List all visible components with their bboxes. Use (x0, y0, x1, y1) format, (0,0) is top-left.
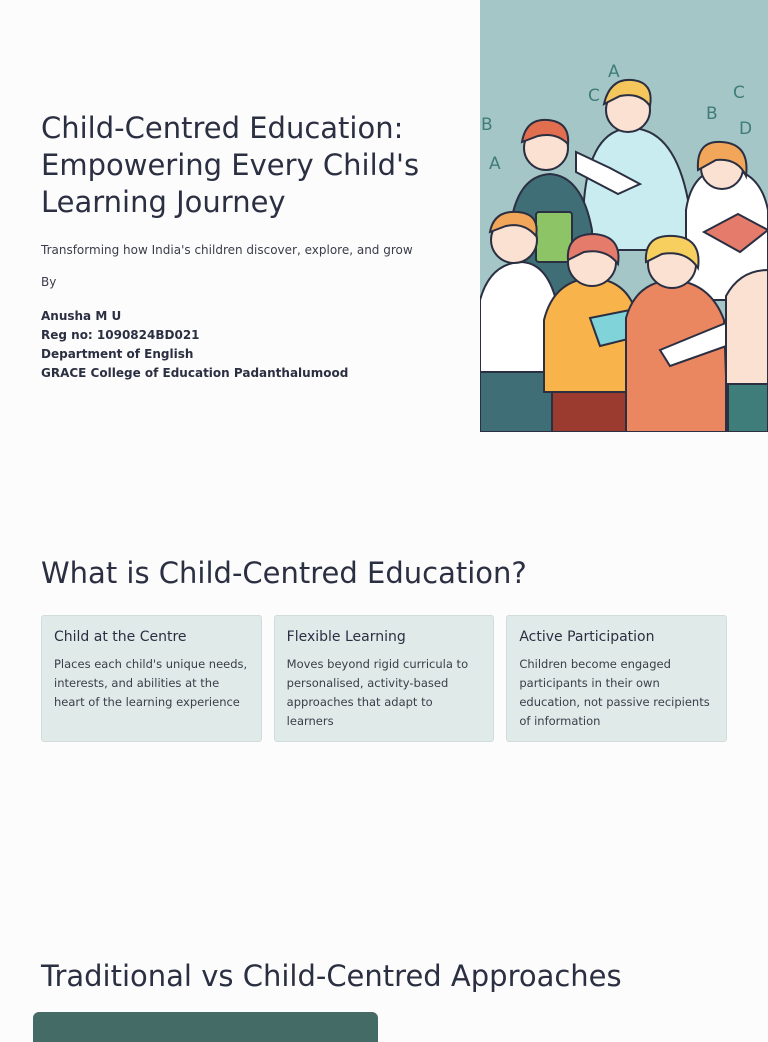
card-active-participation (506, 615, 727, 742)
floating-letter: B (706, 104, 718, 124)
card-title: Active Participation (519, 629, 655, 645)
author-name: Anusha M U (41, 309, 122, 323)
author-details (41, 307, 461, 383)
far-right-figure (726, 270, 768, 432)
by-label: By (41, 275, 57, 289)
page-subtitle: Transforming how India's children discover, explore, and grow (41, 243, 413, 257)
floating-letter: C (588, 86, 600, 106)
children-reading-illustration (480, 0, 768, 432)
section-heading-traditional-vs: Traditional vs Child-Centred Approaches (41, 959, 622, 993)
floating-letter: A (489, 154, 501, 174)
author-department: Department of English (41, 347, 194, 361)
card-text: Places each child's unique needs, interests, and abilities at the heart of the learning experience (54, 657, 248, 709)
card-flexible-learning (274, 615, 495, 742)
author-college: GRACE College of Education Padanthalumood (41, 366, 349, 380)
hero-text-block (41, 110, 461, 383)
card-title: Child at the Centre (54, 629, 187, 645)
card-child-at-centre (41, 615, 262, 742)
page-title: Child-Centred Education: Empowering Every Child's Learning Journey (41, 111, 420, 219)
card-text: Children become engaged participants in their own education, not passive recipients of information (519, 657, 710, 728)
comparison-table-header (33, 1012, 378, 1042)
floating-letter: D (739, 119, 753, 139)
hero-illustration (480, 0, 768, 432)
floating-letter: A (608, 62, 620, 82)
concept-cards (41, 615, 727, 742)
section-heading-what-is: What is Child-Centred Education? (41, 556, 527, 590)
floating-letter: B (481, 115, 493, 135)
author-reg-no: Reg no: 1090824BD021 (41, 328, 200, 342)
floating-letter: C (733, 83, 745, 103)
card-text: Moves beyond rigid curricula to personalised, activity-based approaches that adapt to learners (286, 657, 469, 728)
card-title: Flexible Learning (286, 629, 406, 645)
